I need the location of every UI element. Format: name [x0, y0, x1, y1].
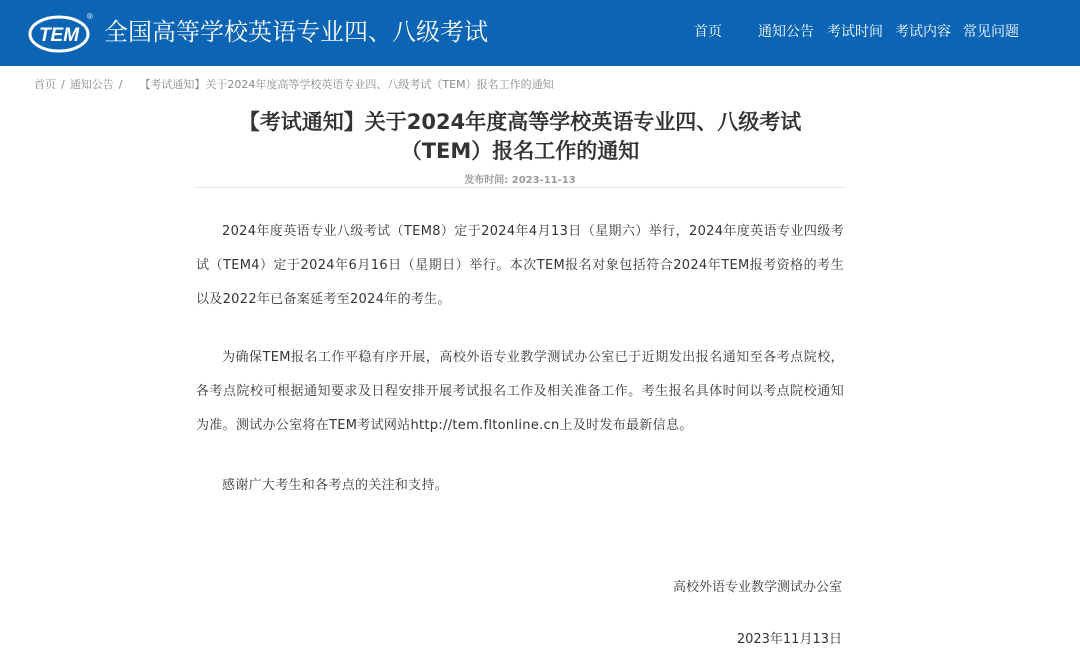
publish-label: 发布时间:: [464, 175, 509, 186]
breadcrumb-current: 【考试通知】关于2024年度高等学校英语专业四、八级考试（TEM）报名工作的通知: [139, 78, 554, 91]
breadcrumb: [34, 76, 554, 94]
site-title[interactable]: 全国高等学校英语专业四、八级考试: [104, 18, 488, 46]
nav-exam-content[interactable]: 考试内容: [895, 24, 951, 40]
logo-text: TEM: [38, 25, 80, 46]
site-header: [0, 0, 1080, 66]
title-divider: [196, 187, 844, 188]
signature-date: 2023年11月13日: [736, 632, 842, 647]
nav-faq[interactable]: 常见问题: [963, 24, 1019, 40]
registered-mark: ®: [87, 12, 93, 21]
article-title-line-2: （TEM）报名工作的通知: [400, 139, 640, 163]
publish-date-value: 2023-11-13: [511, 175, 576, 186]
breadcrumb-separator: /: [61, 78, 65, 91]
breadcrumb-home[interactable]: 首页: [34, 78, 56, 91]
article-title: [196, 108, 844, 166]
tem-logo-icon[interactable]: [28, 10, 94, 54]
nav-home[interactable]: 首页: [694, 24, 722, 40]
article-paragraph-1: 2024年度英语专业八级考试（TEM8）定于2024年4月13日（星期六）举行，2024年度英语专业四级考试（TEM4）定于2024年6月16日（星期日）举行。本次TEM报名对象包括符合2024年TEM报考资格的考生以及2022年已备案延考至2024年的考生。: [196, 224, 844, 307]
article-title-line-1: 【考试通知】关于2024年度高等学校英语专业四、八级考试: [238, 110, 802, 134]
nav-announcements[interactable]: 通知公告: [758, 24, 814, 40]
breadcrumb-separator: /: [118, 78, 123, 91]
nav-exam-schedule[interactable]: 考试时间: [827, 24, 883, 40]
article-paragraph-2: 为确保TEM报名工作平稳有序开展，高校外语专业教学测试办公室已于近期发出报名通知至各考点院校，各考点院校可根据通知要求及日程安排开展考试报名工作及相关准备工作。考生报名具体时间以考点院校通知为准。测试办公室将在TEM考试网站http://tem.fltonline.cn上及时发布最新信息。: [196, 350, 844, 433]
signature: 高校外语专业教学测试办公室: [672, 580, 842, 595]
breadcrumb-announcements[interactable]: 通知公告: [69, 78, 114, 91]
article-paragraph-3: 感谢广大考生和各考点的关注和支持。: [222, 478, 449, 493]
